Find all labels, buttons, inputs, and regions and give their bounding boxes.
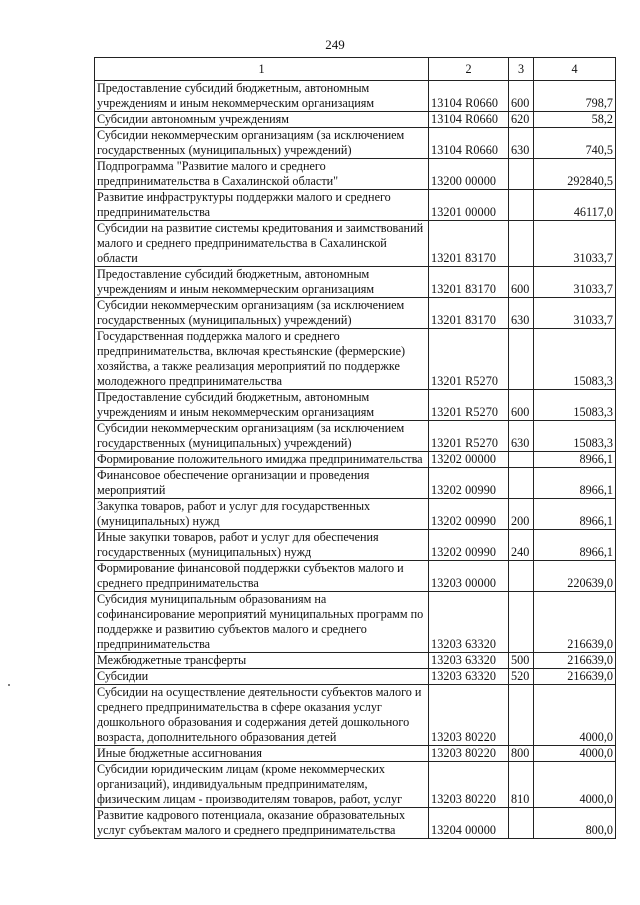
table-row [95, 390, 616, 421]
row-expense-type-cell [509, 329, 534, 390]
row-expense-type-cell: 600 [509, 81, 534, 112]
row-sum-cell: 46117,0 [534, 190, 616, 221]
row-name-cell: Развитие инфраструктуры поддержки малого и среднего предпринимательства [95, 190, 429, 221]
table-row [95, 746, 616, 762]
table-row [95, 669, 616, 685]
row-expense-type-cell: 620 [509, 112, 534, 128]
table-row [95, 128, 616, 159]
row-name-cell: Предоставление субсидий бюджетным, автономным учреждениям и иным некоммерческим организациям [95, 390, 429, 421]
row-code-cell: 13203 80220 [429, 685, 509, 746]
row-sum-cell: 216639,0 [534, 653, 616, 669]
row-sum-cell: 15083,3 [534, 390, 616, 421]
row-code-cell: 13202 00990 [429, 530, 509, 561]
table-row [95, 329, 616, 390]
page-number: 249 [325, 37, 345, 52]
row-code-cell: 13203 00000 [429, 561, 509, 592]
row-sum-cell: 800,0 [534, 808, 616, 839]
row-sum-cell: 8966,1 [534, 499, 616, 530]
row-sum-cell: 8966,1 [534, 530, 616, 561]
row-sum-cell: 740,5 [534, 128, 616, 159]
row-code-cell: 13201 R5270 [429, 390, 509, 421]
table-row [95, 112, 616, 128]
row-sum-cell: 4000,0 [534, 685, 616, 746]
table-row [95, 452, 616, 468]
row-expense-type-cell [509, 452, 534, 468]
row-expense-type-cell [509, 808, 534, 839]
row-name-cell: Подпрограмма "Развитие малого и среднего предпринимательства в Сахалинской области" [95, 159, 429, 190]
row-expense-type-cell [509, 221, 534, 267]
row-name-cell: Субсидия муниципальным образованиям на софинансирование мероприятий муниципальных программ по поддержке и развитию субъектов малого и среднего предпринимательства [95, 592, 429, 653]
row-sum-cell: 216639,0 [534, 592, 616, 653]
row-sum-cell: 292840,5 [534, 159, 616, 190]
row-name-cell: Субсидии на развитие системы кредитования и заимствований малого и среднего предпринимательства в Сахалинской области [95, 221, 429, 267]
row-name-cell: Иные закупки товаров, работ и услуг для обеспечения государственных (муниципальных) нужд [95, 530, 429, 561]
row-expense-type-cell [509, 159, 534, 190]
row-name-cell: Предоставление субсидий бюджетным, автономным учреждениям и иным некоммерческим организациям [95, 267, 429, 298]
table-row [95, 468, 616, 499]
table-row [95, 421, 616, 452]
table-header-row [95, 58, 616, 81]
row-name-cell: Государственная поддержка малого и среднего предпринимательства, включая крестьянские (фермерские) хозяйства, а также реализация мероприятий по поддержке молодежного предпринимательства [95, 329, 429, 390]
row-sum-cell: 220639,0 [534, 561, 616, 592]
row-code-cell: 13104 R0660 [429, 128, 509, 159]
row-expense-type-cell: 200 [509, 499, 534, 530]
row-code-cell: 13203 80220 [429, 762, 509, 808]
row-name-cell: Иные бюджетные ассигнования [95, 746, 429, 762]
row-name-cell: Субсидии юридическим лицам (кроме некоммерческих организаций), индивидуальным предпринимателям, физическим лицам - производителям товаров, работ, услуг [95, 762, 429, 808]
header-col-name: 1 [95, 58, 429, 81]
row-sum-cell: 8966,1 [534, 452, 616, 468]
row-name-cell: Субсидии на осуществление деятельности субъектов малого и среднего предпринимательства в сфере оказания услуг дошкольного образования и содержания детей дошкольного возраста, дополнительного образования детей [95, 685, 429, 746]
row-code-cell: 13201 R5270 [429, 329, 509, 390]
row-expense-type-cell [509, 468, 534, 499]
row-code-cell: 13202 00990 [429, 499, 509, 530]
row-expense-type-cell: 500 [509, 653, 534, 669]
row-expense-type-cell: 800 [509, 746, 534, 762]
row-name-cell: Субсидии некоммерческим организациям (за исключением государственных (муниципальных) учреждений) [95, 421, 429, 452]
row-code-cell: 13203 80220 [429, 746, 509, 762]
row-expense-type-cell [509, 561, 534, 592]
budget-table [94, 57, 616, 839]
row-expense-type-cell: 630 [509, 421, 534, 452]
row-code-cell: 13203 63320 [429, 592, 509, 653]
row-sum-cell: 798,7 [534, 81, 616, 112]
table-row [95, 267, 616, 298]
row-name-cell: Развитие кадрового потенциала, оказание образовательных услуг субъектам малого и среднего предпринимательства [95, 808, 429, 839]
row-sum-cell: 58,2 [534, 112, 616, 128]
row-name-cell: Субсидии автономным учреждениям [95, 112, 429, 128]
row-expense-type-cell: 630 [509, 298, 534, 329]
row-code-cell: 13201 83170 [429, 221, 509, 267]
row-name-cell: Предоставление субсидий бюджетным, автономным учреждениям и иным некоммерческим организациям [95, 81, 429, 112]
row-sum-cell: 15083,3 [534, 421, 616, 452]
row-code-cell: 13201 83170 [429, 298, 509, 329]
row-sum-cell: 31033,7 [534, 267, 616, 298]
row-expense-type-cell [509, 592, 534, 653]
row-code-cell: 13202 00000 [429, 452, 509, 468]
row-code-cell: 13201 83170 [429, 267, 509, 298]
row-name-cell: Субсидии некоммерческим организациям (за исключением государственных (муниципальных) учреждений) [95, 128, 429, 159]
row-sum-cell: 8966,1 [534, 468, 616, 499]
row-expense-type-cell: 810 [509, 762, 534, 808]
header-col-code: 2 [429, 58, 509, 81]
table-row [95, 685, 616, 746]
row-expense-type-cell [509, 190, 534, 221]
row-expense-type-cell: 520 [509, 669, 534, 685]
row-code-cell: 13203 63320 [429, 653, 509, 669]
scan-dot-mark [8, 684, 10, 686]
row-code-cell: 13104 R0660 [429, 112, 509, 128]
row-code-cell: 13104 R0660 [429, 81, 509, 112]
row-name-cell: Субсидии некоммерческим организациям (за исключением государственных (муниципальных) учреждений) [95, 298, 429, 329]
row-expense-type-cell: 600 [509, 390, 534, 421]
table-row [95, 190, 616, 221]
row-code-cell: 13204 00000 [429, 808, 509, 839]
row-expense-type-cell [509, 685, 534, 746]
header-col-sum: 4 [534, 58, 616, 81]
header-col-type: 3 [509, 58, 534, 81]
row-name-cell: Формирование финансовой поддержки субъектов малого и среднего предпринимательства [95, 561, 429, 592]
row-code-cell: 13201 00000 [429, 190, 509, 221]
row-code-cell: 13200 00000 [429, 159, 509, 190]
row-name-cell: Субсидии [95, 669, 429, 685]
row-sum-cell: 216639,0 [534, 669, 616, 685]
table-row [95, 653, 616, 669]
table-row [95, 221, 616, 267]
row-sum-cell: 15083,3 [534, 329, 616, 390]
row-name-cell: Межбюджетные трансферты [95, 653, 429, 669]
row-code-cell: 13202 00990 [429, 468, 509, 499]
table-row [95, 499, 616, 530]
table-row [95, 298, 616, 329]
row-expense-type-cell: 630 [509, 128, 534, 159]
row-sum-cell: 4000,0 [534, 762, 616, 808]
table-row [95, 592, 616, 653]
row-expense-type-cell: 600 [509, 267, 534, 298]
table-row [95, 530, 616, 561]
row-code-cell: 13203 63320 [429, 669, 509, 685]
row-sum-cell: 31033,7 [534, 221, 616, 267]
table-row [95, 762, 616, 808]
table-row [95, 808, 616, 839]
row-name-cell: Закупка товаров, работ и услуг для государственных (муниципальных) нужд [95, 499, 429, 530]
row-sum-cell: 4000,0 [534, 746, 616, 762]
row-name-cell: Формирование положительного имиджа предпринимательства [95, 452, 429, 468]
table-row [95, 159, 616, 190]
row-expense-type-cell: 240 [509, 530, 534, 561]
row-name-cell: Финансовое обеспечение организации и проведения мероприятий [95, 468, 429, 499]
table-body [95, 81, 616, 839]
table-row [95, 81, 616, 112]
table-row [95, 561, 616, 592]
row-code-cell: 13201 R5270 [429, 421, 509, 452]
row-sum-cell: 31033,7 [534, 298, 616, 329]
